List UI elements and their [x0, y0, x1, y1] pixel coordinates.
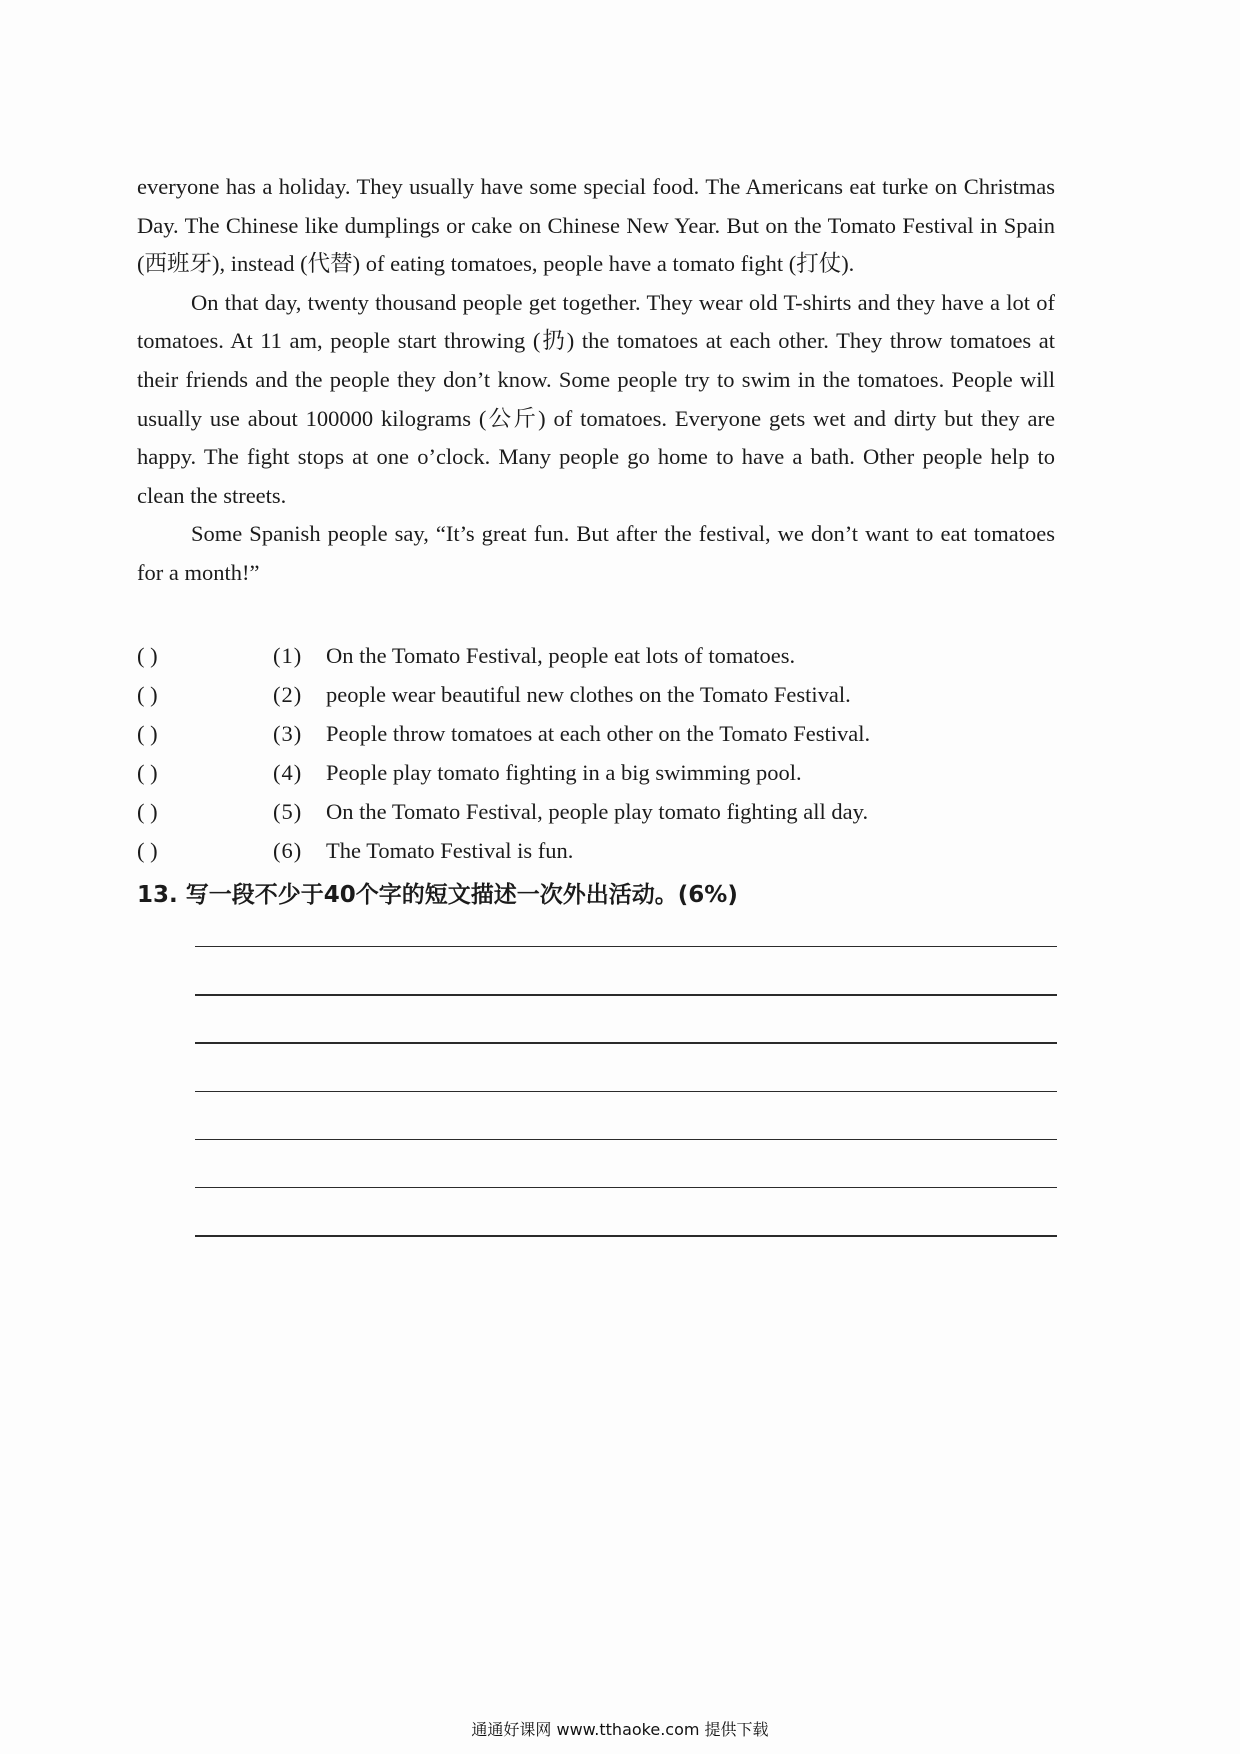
download-footer: 通通好课网 www.tthaoke.com 提供下载 [471, 1720, 769, 1739]
passage-paragraph-1: everyone has a holiday. They usually have some special food. The Americans eat turke on Christmas Day. The Chinese like dumplings or cake on Chinese New Year. But on the Tomato Festival in Spain (西班牙), instead (代替) of eating tomatoes, people have a tomato fight (打仗). [137, 174, 1055, 277]
writing-line[interactable] [195, 1042, 1057, 1043]
answer-blank[interactable]: ( ) [137, 643, 158, 668]
writing-line[interactable] [195, 1139, 1057, 1140]
question-number: (4) [273, 760, 303, 785]
true-false-questions [137, 636, 1057, 870]
answer-blank[interactable]: ( ) [137, 721, 158, 746]
writing-task-heading: 13. 写一段不少于40个字的短文描述一次外出活动。(6%) [137, 882, 738, 908]
writing-area[interactable] [195, 946, 1057, 1283]
question-number: (5) [273, 799, 303, 824]
passage-paragraph-3: Some Spanish people say, “It’s great fun. But after the festival, we don’t want to eat tomatoes for a month!” [137, 521, 1055, 585]
question-row [137, 831, 1057, 870]
question-text: people wear beautiful new clothes on the Tomato Festival. [326, 682, 851, 707]
question-row [137, 636, 1057, 675]
question-row [137, 675, 1057, 714]
question-number: (2) [273, 682, 303, 707]
question-number: (6) [273, 838, 303, 863]
passage-paragraph-2: On that day, twenty thousand people get together. They wear old T-shirts and they have a lot of tomatoes. At 11 am, people start throwing (扔) the tomatoes at each other. They throw tomatoes at their friends and the people they don’t know. Some people try to swim in the tomatoes. People will usually use about 100000 kilograms (公斤) of tomatoes. Everyone gets wet and dirty but they are happy. The fight stops at one o’clock. Many people go home to have a bath. Other people help to clean the streets. [137, 289, 1055, 508]
writing-line[interactable] [195, 1235, 1057, 1236]
question-text: On the Tomato Festival, people eat lots of tomatoes. [326, 643, 796, 668]
question-row [137, 792, 1057, 831]
question-text: The Tomato Festival is fun. [326, 838, 574, 863]
writing-line[interactable] [195, 1091, 1057, 1092]
answer-blank[interactable]: ( ) [137, 838, 158, 863]
writing-line[interactable] [195, 946, 1057, 947]
answer-blank[interactable]: ( ) [137, 799, 158, 824]
answer-blank[interactable]: ( ) [137, 682, 158, 707]
question-text: On the Tomato Festival, people play tomato fighting all day. [326, 799, 869, 824]
question-row [137, 753, 1057, 792]
question-number: (1) [273, 643, 303, 668]
question-row [137, 714, 1057, 753]
question-number: (3) [273, 721, 303, 746]
writing-line[interactable] [195, 994, 1057, 995]
reading-passage [137, 168, 1055, 593]
answer-blank[interactable]: ( ) [137, 760, 158, 785]
question-text: People play tomato fighting in a big swimming pool. [326, 760, 802, 785]
writing-line[interactable] [195, 1187, 1057, 1188]
question-text: People throw tomatoes at each other on the Tomato Festival. [326, 721, 871, 746]
